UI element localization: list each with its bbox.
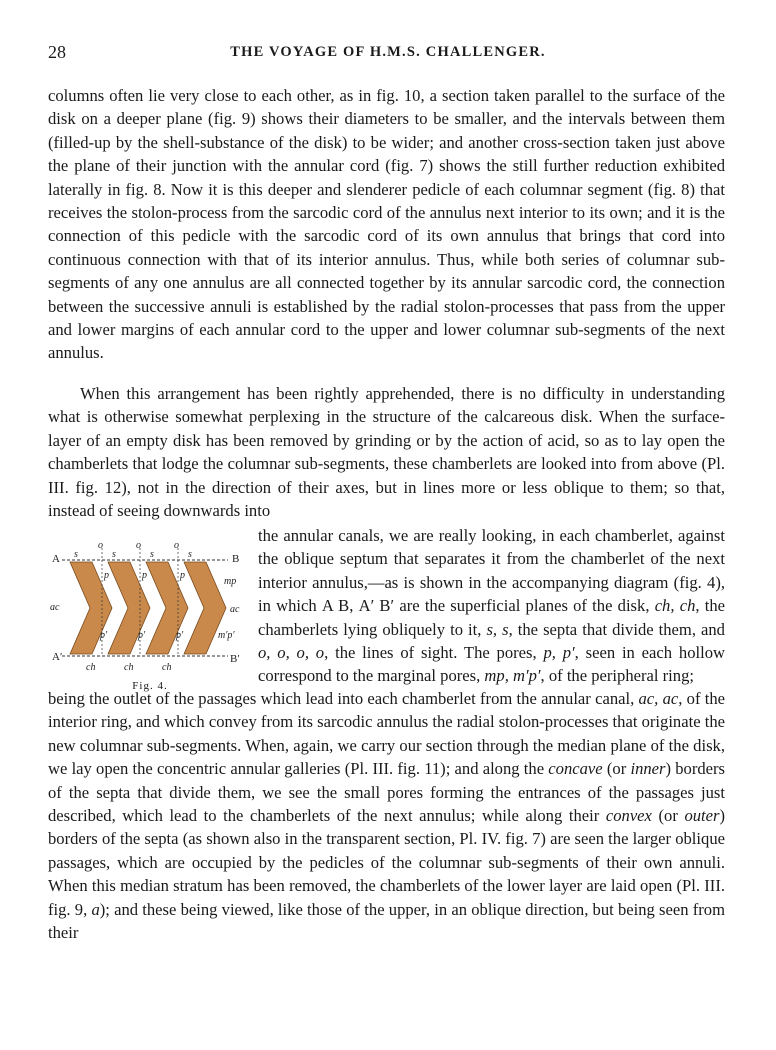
running-title: THE VOYAGE OF H.M.S. CHALLENGER.: [230, 44, 546, 60]
label-ac-left: ac: [50, 602, 60, 613]
label-a-prime: A′: [52, 651, 63, 663]
label-o-2: o: [136, 540, 141, 551]
p3-oo: o, o, o, o: [258, 643, 325, 663]
figure-4: [48, 540, 252, 700]
p3-text-6: , the lines of sight. The pores,: [324, 643, 544, 663]
p3-text-3: are the superficial planes of the disk,: [394, 596, 655, 616]
p3-text-4: , the chamberlets lying obliquely to it,: [258, 596, 726, 639]
label-p-prime-1: p′: [100, 630, 108, 641]
p4-text-3: (or: [602, 759, 631, 779]
p4-text-4: ) borders of the septa that divide them, we see the small pores forming the entrances of the passages just described, which lead to the chamberlets of the next annulus; while along their: [48, 759, 725, 826]
septa-group: [70, 562, 226, 654]
label-ac-right: ac: [230, 604, 240, 615]
page-header: [48, 42, 728, 66]
paragraph-3: [258, 524, 725, 688]
label-s-4: s: [188, 549, 192, 560]
paragraph-2: When this arrangement has been rightly apprehended, there is no difficulty in understanding what is otherwise somewhat perplexing in the structure of the calcareous disk. When the surface-layer of an empty disk has been removed by grinding or by the action of acid, so as to lay open the chamberlets that lodge the columnar sub-segments, these chamberlets are looked into from above (Pl. III. fig. 12), not in the direction of their axes, but in lines more or less oblique to them; so that, instead of seeing downwards into: [48, 384, 725, 521]
label-ch-2: ch: [124, 662, 134, 673]
p3-ss: s, s: [486, 619, 509, 639]
label-mp: mp: [224, 576, 237, 587]
label-p-1: p: [104, 570, 109, 581]
p3-text-7: , seen in each hollow correspond to the marginal pores,: [258, 643, 725, 686]
p4-text-5: (or: [651, 806, 685, 826]
p4-text-7: ); and these being viewed, like those of the upper, in an oblique direction, but being seen from their: [48, 899, 725, 943]
p4-text-2: , of the interior ring, and which convey from its sarcodic annulus the radial stolon-processes that originate the new columnar sub-segments. When, again, we carry our section through the median plane of the disk, we lay open the concentric annular galleries (Pl. III. fig. 11); and along the: [48, 689, 725, 779]
label-s-1: s: [74, 549, 78, 560]
label-s-2: s: [112, 549, 116, 560]
label-o-3: o: [174, 540, 179, 551]
p4-convex: convex: [605, 806, 652, 826]
label-p-prime-3: p′: [176, 630, 184, 641]
label-a: A: [52, 553, 60, 565]
p3-ch: ch, ch: [654, 596, 696, 616]
p3-text-2: ,: [349, 596, 359, 616]
label-p-3: p: [180, 570, 185, 581]
label-b: B: [232, 553, 240, 565]
label-b-prime: B′: [230, 653, 240, 665]
label-p-2: p: [142, 570, 147, 581]
p4-text-6: ) borders of the septa (as shown also in the transparent section, Pl. IV. fig. 7) are seen the larger oblique passages, which are occupied by the pedicles of the columnar sub-segments of their own annuli. When this median stratum has been removed, the chamberlets of the lower layer are laid open (Pl. III. fig. 9,: [48, 806, 725, 919]
p4-a: a: [91, 899, 100, 919]
label-p-prime-2: p′: [138, 630, 146, 641]
p4-ac: ac, ac: [638, 689, 679, 708]
p3-mp: mp, m′p′: [484, 666, 541, 686]
figure-caption: Fig. 4.: [132, 680, 168, 692]
figure-4-diagram: [48, 540, 252, 680]
p4-outer: outer: [684, 806, 720, 826]
p3-ab-prime: A′ B′: [358, 596, 395, 616]
label-ch-3: ch: [162, 662, 172, 673]
p4-text-1: being the outlet of the passages which lead into each chamberlet from the annular canal,: [48, 689, 639, 708]
label-o-1: o: [98, 540, 103, 551]
p3-ab: A B: [321, 596, 350, 616]
p3-text-5: , the septa that divide them, and: [508, 619, 725, 639]
page-number: 28: [48, 42, 66, 62]
p3-text-8: , of the peripheral ring;: [540, 666, 694, 686]
p4-inner: inner: [630, 759, 666, 779]
label-s-3: s: [150, 549, 154, 560]
p3-pp: p, p′: [543, 643, 575, 663]
p3-text-1: the annular canals, we are really looking, in each chamberlet, against the oblique septum that separates it from the chamberlet of the next interior annulus,—as is shown in the accompanying diagram (fig. 4), in which: [258, 526, 725, 616]
p4-concave: concave: [548, 759, 603, 779]
paragraph-4: [48, 687, 725, 944]
paragraph-1: columns often lie very close to each other, as in fig. 10, a section taken parallel to the surface of the disk on a deeper plane (fig. 9) shows their diameters to be smaller, and the intervals between them (filled-up by the shell-substance of the disk) to be wider; and another cross-section taken just above the plane of their junction with the annular cord (fig. 7) shows the still further reduction exhibited laterally in fig. 8. Now it is this deeper and slenderer pedicle of each columnar segment (fig. 8) that receives the stolon-process from the sarcodic cord of the annulus next interior to its own; and it is the connection of this pedicle with the sarcodic cord of its own annulus that brings that cord into continuous connection with that of its interior annulus. Thus, while both series of columnar sub-segments of any one annulus are all connected together by its annular sarcodic cord, the connection between the successive annuli is established by the radial stolon-processes that pass from the upper and lower margins of each annular cord to the upper and lower columnar sub-segments of the next annulus.: [48, 86, 725, 363]
label-ch-1: ch: [86, 662, 96, 673]
label-m-prime-p-prime: m′p′: [218, 630, 235, 641]
